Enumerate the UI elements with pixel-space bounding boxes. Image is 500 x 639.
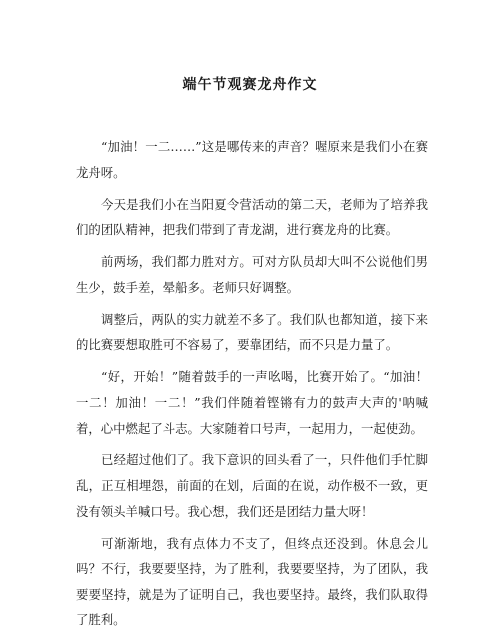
document-title: 端午节观赛龙舟作文	[182, 77, 318, 93]
document-body	[76, 134, 428, 639]
paragraph-7: 可渐渐地，我有点体力不支了，但终点还没到。休息会儿吗？不行，我要要坚持，为了胜利，我要要坚持，为了团队，我要要坚持，就是为了证明自己，我也要坚持。最终，我们队取得了胜利。	[76, 535, 428, 628]
paragraph-3: 前两场，我们都力胜对方。可对方队员却大叫不公说他们男生少，鼓手差，晕船多。老师只好调整。	[76, 254, 428, 295]
paragraph-2: 今天是我们小在当阳夏令营活动的第二天，老师为了培养我们的团队精神，把我们带到了青龙湖，进行赛龙舟的比赛。	[76, 196, 428, 238]
paragraph-4: 调整后，两队的实力就差不多了。我们队也都知道，接下来的比赛要想取胜可不容易了，要靠团结，而不只是力量了。	[76, 311, 428, 353]
paragraph-6: 已经超过他们了。我下意识的回头看了一，只件他们手忙脚乱，正互相埋怨，前面的在划，后面的在说，动作极不一致，更没有领头羊喊口号。我心想，我们还是团结力量大呀！	[76, 452, 428, 519]
paragraph-1: “加油！一二……”这是哪传来的声音？喔原来是我们小在赛龙舟呀。	[76, 139, 428, 180]
paragraph-5: “好，开始！”随着鼓手的一声吆喝，比赛开始了。“加油！一二！加油！一二！”我们伴随着铿锵有力的鼓声大声的'呐喊着，心中燃起了斗志。大家随着口号声，一起用力，一起使劲。	[76, 369, 428, 436]
